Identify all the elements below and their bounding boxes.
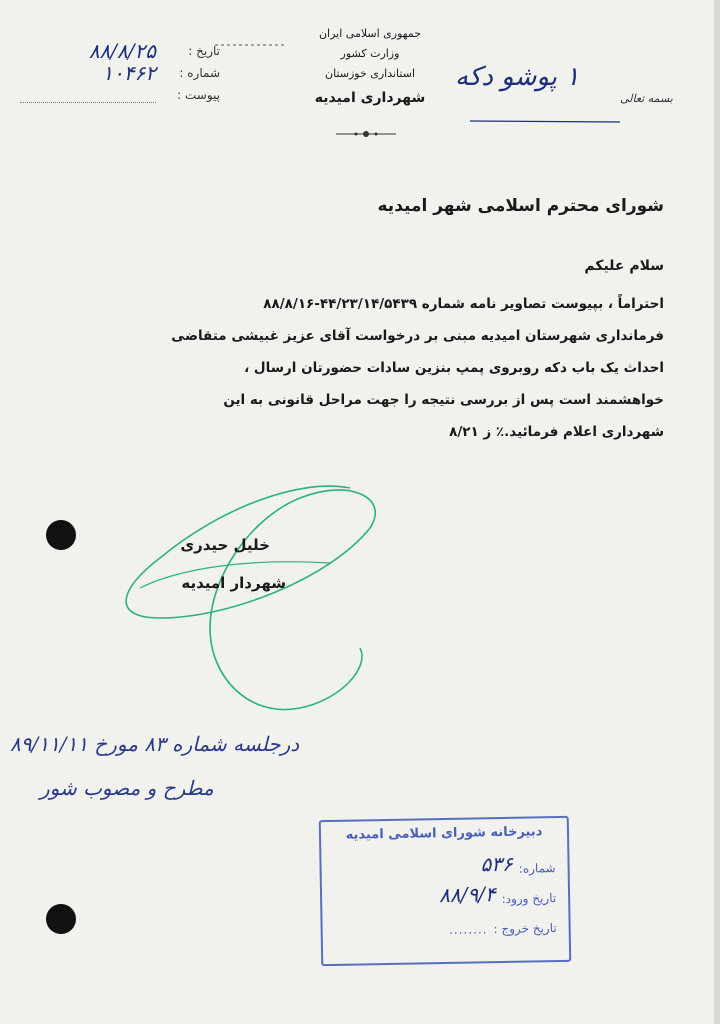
body-line-2: فرمانداری شهرستان امیدیه مبنی بر درخواست آقای عزیز غبیشی متقاضی	[171, 328, 664, 344]
number-row	[20, 62, 220, 84]
body-line-4: خواهشمند است پس از بررسی نتیجه را جهت مراحل قانونی به این	[223, 392, 664, 408]
stamp-entry-row	[334, 875, 556, 909]
stamp-title: دبیرخانه شورای اسلامی امیدیه	[345, 824, 543, 843]
handwritten-note-line-1: درجلسه شماره ۸۳ مورخ ۸۹/۱۱/۱۱	[10, 732, 300, 756]
number-value: ۱۰۴۶۲	[102, 61, 156, 85]
attachment-row	[20, 84, 220, 106]
letter-greeting: سلام علیکم	[584, 258, 664, 274]
date-value: ۸۸/۸/۲۵	[88, 39, 156, 63]
punch-hole-upper	[46, 520, 76, 550]
letter-body	[54, 288, 664, 448]
attachment-dots	[20, 88, 156, 103]
official-header	[280, 24, 460, 108]
attachment-label: پیوست :	[177, 88, 220, 102]
page-edge	[714, 0, 720, 1024]
header-ministry: وزارت کشور	[340, 47, 400, 60]
date-row	[20, 40, 220, 62]
secretariat-stamp	[319, 816, 572, 966]
punch-hole-lower	[46, 904, 76, 934]
date-label: تاریخ :	[188, 44, 220, 58]
stamp-exit-label: تاریخ خروج :	[493, 921, 557, 937]
stamp-number-label: شماره:	[518, 861, 556, 876]
stamp-entry-label: تاریخ ورود:	[501, 891, 557, 907]
handwritten-note-top: ۱ پوشو دکه	[455, 62, 580, 92]
body-line-3: احداث یک باب دکه روبروی پمپ بنزین سادات حضورتان ارسال ،	[244, 360, 664, 376]
letter-addressee: شورای محترم اسلامی شهر امیدیه	[377, 196, 664, 216]
header-governorate: استانداری خوزستان	[324, 67, 415, 80]
body-line-1: احتراماً ، بپیوست تصاویر نامه شماره ۴۴/۲۳/۱۴/۵۴۳۹-۸۸/۸/۱۶	[263, 296, 664, 312]
body-line-5: شهرداری اعلام فرمائید.٪ ز ۸/۲۱	[449, 424, 664, 440]
note-underline	[470, 118, 620, 124]
stamp-exit-dots: ........	[448, 922, 488, 937]
signatory-name: خلیل حیدری	[180, 536, 270, 554]
stamp-number-value: ۵۳۶	[480, 851, 513, 877]
handwritten-note-line-2: مطرح و مصوب شور	[40, 776, 214, 800]
letter-metadata	[20, 40, 220, 106]
header-municipality: شهرداری امیدیه	[314, 90, 426, 106]
stamp-entry-value: ۸۸/۹/۴	[438, 882, 496, 908]
stamp-number-row	[333, 845, 555, 879]
number-label: شماره :	[179, 66, 220, 80]
stamp-exit-row	[334, 905, 556, 939]
signatory-title: شهردار امیدیه	[181, 574, 286, 592]
header-country: جمهوری اسلامی ایران	[318, 27, 422, 40]
header-dash-line	[215, 44, 285, 46]
header-ornament-icon	[336, 130, 396, 138]
bismillah-heading: بسمه تعالی	[620, 92, 673, 105]
handwritten-signature-icon	[100, 468, 380, 728]
